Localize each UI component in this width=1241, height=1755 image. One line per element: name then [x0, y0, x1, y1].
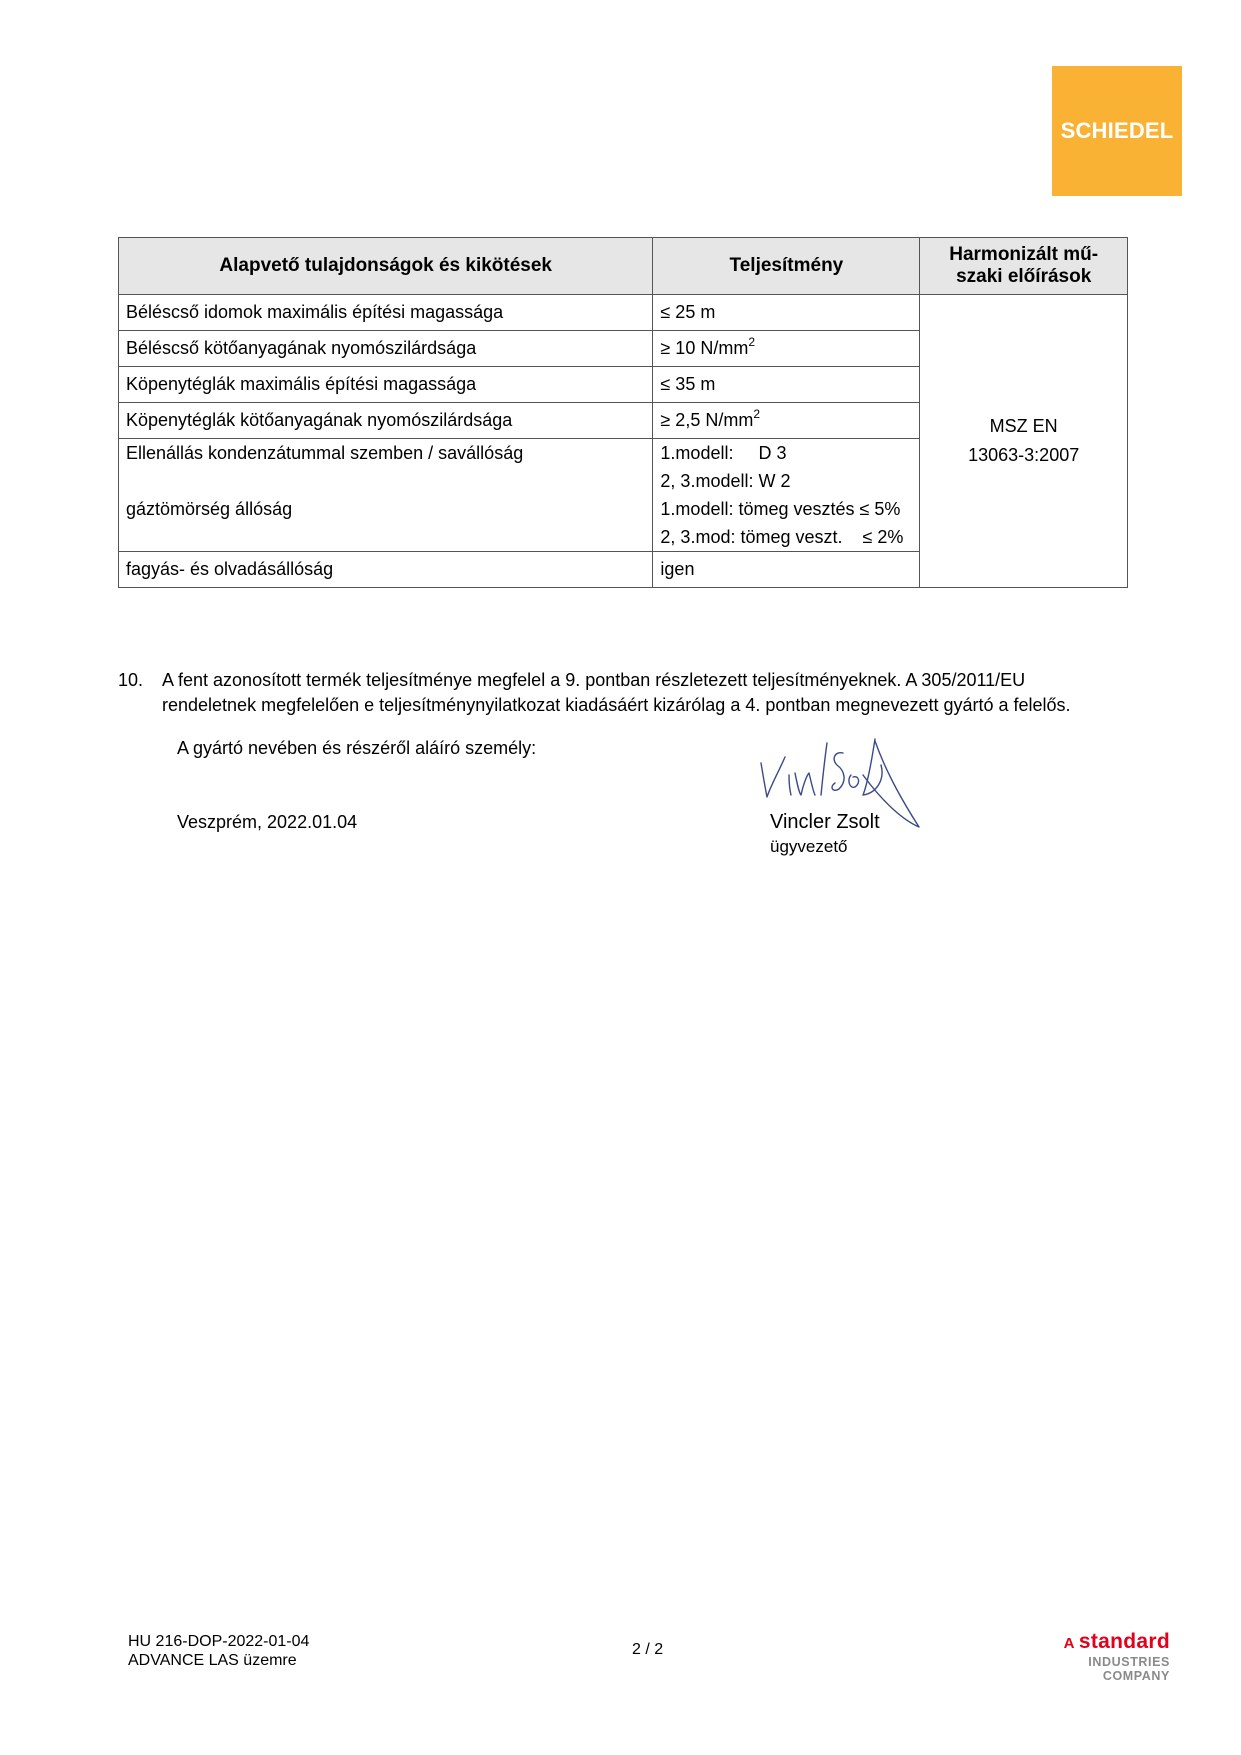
value-cell: [653, 331, 920, 367]
reference-line: ADVANCE LAS üzemre: [128, 1652, 297, 1669]
logo-a: A: [1063, 1635, 1075, 1652]
page-number: 2 / 2: [632, 1641, 664, 1658]
table-header-row: [119, 238, 1128, 295]
value-text: ≥ 10 N/mm: [660, 338, 749, 358]
document-reference: [128, 1632, 309, 1670]
logo-standard: standard: [1078, 1630, 1170, 1653]
paragraph-text: A fent azonosított termék teljesítménye megfelel a 9. pontban részletezett teljesítményeknek. A 305/2011/EU rendeletnek megfelelően e teljesítménynyilatkozat kiadásáért kizárólag a 4. pontban megnevezett gyártó a felelős.: [162, 670, 1071, 715]
signer-name: Vincler Zsolt: [770, 811, 880, 833]
value-text: ≥ 2,5 N/mm: [660, 410, 754, 430]
signatory-intro: A gyártó nevében és részéről aláíró személy:: [177, 738, 537, 758]
table-row: [119, 295, 1128, 331]
header-standards-line2: szaki előírások: [956, 266, 1092, 287]
standard-cell: [920, 295, 1128, 588]
value-superscript: 2: [753, 407, 761, 421]
property-cell: Köpenytéglák maximális építési magassága: [119, 367, 653, 403]
standard-industries-logo: [1020, 1630, 1170, 1683]
property-cell: [119, 439, 653, 552]
value-cell: igen: [653, 552, 920, 588]
value-cell: ≤ 25 m: [653, 295, 920, 331]
header-performance: Teljesítmény: [653, 238, 920, 295]
properties-table: [118, 237, 1128, 588]
property-cell: Béléscső kötőanyagának nyomószilárdsága: [119, 331, 653, 367]
paragraph-number: 10.: [118, 670, 144, 690]
header-standards: [920, 238, 1128, 295]
standard-line: MSZ EN: [989, 416, 1058, 436]
logo-industries-company: INDUSTRIES COMPANY: [1088, 1655, 1170, 1683]
value-line: 1.modell: D 3: [660, 443, 787, 463]
standard-line: 13063-3:2007: [968, 445, 1080, 465]
value-cell: [653, 403, 920, 439]
schiedel-logo: [1052, 66, 1182, 196]
header-properties: Alapvető tulajdonságok és kikötések: [119, 238, 653, 295]
header-standards-line1: Harmonizált mű-: [949, 244, 1099, 265]
place-date: Veszprém, 2022.01.04: [177, 812, 358, 832]
property-cell: fagyás- és olvadásállóság: [119, 552, 653, 588]
property-line: Ellenállás kondenzátummal szemben / savállóság: [126, 443, 524, 463]
value-cell: [653, 439, 920, 552]
value-line: 1.modell: tömeg vesztés ≤ 5%: [660, 499, 901, 519]
reference-line: HU 216-DOP-2022-01-04: [128, 1633, 310, 1650]
property-cell: Béléscső idomok maximális építési magassága: [119, 295, 653, 331]
value-cell: ≤ 35 m: [653, 367, 920, 403]
value-line: 2, 3.mod: tömeg veszt. ≤ 2%: [660, 527, 904, 547]
property-cell: Köpenytéglák kötőanyagának nyomószilárdsága: [119, 403, 653, 439]
property-line: gáztömörség állóság: [126, 499, 293, 519]
logo-text: SCHIEDEL: [1060, 118, 1174, 143]
signer-title: ügyvezető: [770, 837, 848, 856]
value-line: 2, 3.modell: W 2: [660, 471, 791, 491]
value-superscript: 2: [748, 335, 755, 349]
